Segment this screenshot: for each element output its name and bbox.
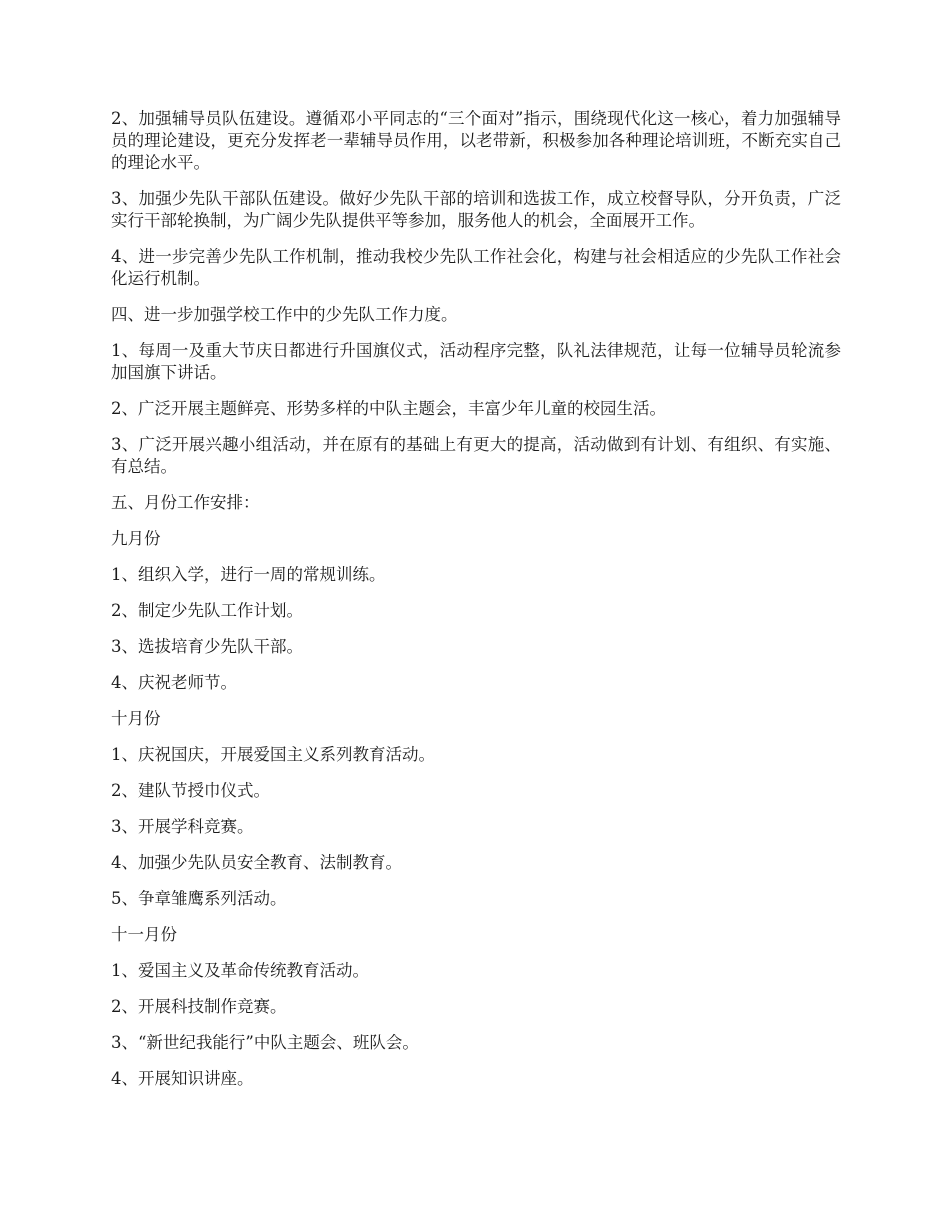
paragraph-3: 4、进一步完善少先队工作机制，推动我校少先队工作社会化，构建与社会相适应的少先队工作社会化运行机制。 [111,247,841,288]
list-item: 1、组织入学，进行一周的常规训练。 [111,565,386,584]
document-body [111,108,841,1104]
list-item: 5、争章雏鹰系列活动。 [111,889,287,908]
section-heading-5: 五、月份工作安排： [111,493,260,512]
list-item: 4、加强少先队员安全教育、法制教育。 [111,853,402,872]
month-heading-october: 十月份 [111,709,161,728]
paragraph-1: 2、加强辅导员队伍建设。遵循邓小平同志的“三个面对”指示，围绕现代化这一核心，着力加强辅导员的理论建设，更充分发挥老一辈辅导员作用，以老带新，积极参加各种理论培训班，不断充实自己的理论水平。 [111,109,841,172]
list-item: 1、庆祝国庆，开展爱国主义系列教育活动。 [111,745,435,764]
list-item: 3、“新世纪我能行”中队主题会、班队会。 [111,1033,419,1052]
list-item: 3、选拔培育少先队干部。 [111,637,303,656]
list-item: 2、开展科技制作竞赛。 [111,997,287,1016]
paragraph-5: 1、每周一及重大节庆日都进行升国旗仪式，活动程序完整，队礼法律规范，让每一位辅导员轮流参加国旗下讲话。 [111,341,841,382]
list-item: 1、爱国主义及革命传统教育活动。 [111,961,369,980]
list-item: 4、庆祝老师节。 [111,673,237,692]
list-item: 2、建队节授巾仪式。 [111,781,270,800]
paragraph-2: 3、加强少先队干部队伍建设。做好少先队干部的培训和选拔工作，成立校督导队，分开负责，广泛实行干部轮换制，为广阔少先队提供平等参加，服务他人的机会，全面展开工作。 [111,189,841,230]
month-heading-november: 十一月份 [111,925,177,944]
section-heading-4: 四、进一步加强学校工作中的少先队工作力度。 [111,305,458,324]
list-item: 2、制定少先队工作计划。 [111,601,303,620]
list-item: 3、开展学科竞赛。 [111,817,254,836]
paragraph-6: 2、广泛开展主题鲜亮、形势多样的中队主题会，丰富少年儿童的校园生活。 [111,399,666,418]
month-heading-september: 九月份 [111,529,161,548]
list-item: 4、开展知识讲座。 [111,1069,254,1088]
paragraph-7: 3、广泛开展兴趣小组活动，并在原有的基础上有更大的提高，活动做到有计划、有组织、有实施、有总结。 [111,435,841,476]
